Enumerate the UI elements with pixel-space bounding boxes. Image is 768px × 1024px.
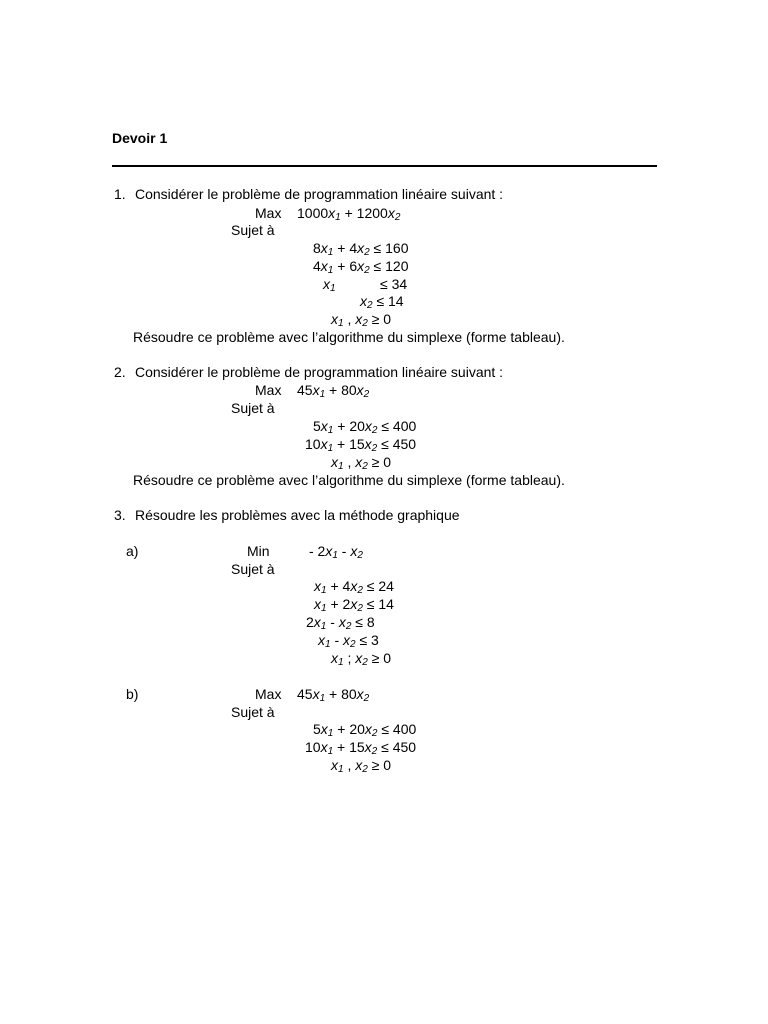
problem-3b-objective-keyword: Max [255,686,282,702]
problem-2-objective-keyword: Max [255,382,282,398]
problem-3b-constraint-1: 5x1 + 20x2 ≤ 400 [313,721,417,739]
problem-1-constraint-2: 4x1 + 6x2 ≤ 120 [313,258,409,276]
problem-3a-constraint-4: x1 - x2 ≤ 3 [318,632,379,650]
problem-1-objective-keyword: Max [255,205,282,221]
problem-3-number: 3. [114,507,126,523]
problem-1-subject-to: Sujet à [231,222,275,238]
problem-3a-objective-keyword: Min [247,543,270,559]
title-divider [112,165,657,167]
problem-3b-objective: 45x1 + 80x2 [297,686,370,704]
problem-2-instruction: Résoudre ce problème avec l’algorithme du simplexe (forme tableau). [133,472,565,488]
problem-1-nonnegativity: x1 , x2 ≥ 0 [331,311,392,329]
problem-3a-constraint-2: x1 + 2x2 ≤ 14 [314,596,394,614]
problem-2-number: 2. [114,364,126,380]
problem-1-objective: 1000x1 + 1200x2 [297,205,401,223]
problem-3-intro: Résoudre les problèmes avec la méthode graphique [135,507,460,523]
problem-1-instruction: Résoudre ce problème avec l’algorithme du simplexe (forme tableau). [133,329,565,345]
problem-3b-constraint-2: 10x1 + 15x2 ≤ 450 [305,739,417,757]
problem-1-number: 1. [114,186,126,202]
problem-1-intro: Considérer le problème de programmation linéaire suivant : [135,186,504,202]
problem-3a-label: a) [126,543,139,559]
problem-3a-nonnegativity: x1 ; x2 ≥ 0 [331,650,392,668]
problem-2-constraint-1: 5x1 + 20x2 ≤ 400 [313,418,417,436]
document-title: Devoir 1 [112,130,168,146]
problem-1-constraint-1: 8x1 + 4x2 ≤ 160 [313,240,409,258]
problem-2-subject-to: Sujet à [231,400,275,416]
problem-2-intro: Considérer le problème de programmation linéaire suivant : [135,364,504,380]
problem-3b-nonnegativity: x1 , x2 ≥ 0 [331,757,392,775]
problem-1-constraint-3-variable: x1 [323,276,336,294]
problem-3a-subject-to: Sujet à [231,561,275,577]
problem-2-nonnegativity: x1 , x2 ≥ 0 [331,454,392,472]
problem-1-constraint-3-bound: ≤ 34 [380,276,408,292]
problem-2-objective: 45x1 + 80x2 [297,382,370,400]
problem-3b-label: b) [126,686,139,702]
problem-2-constraint-2: 10x1 + 15x2 ≤ 450 [305,436,417,454]
problem-3a-constraint-1: x1 + 4x2 ≤ 24 [314,578,394,596]
problem-3b-subject-to: Sujet à [231,704,275,720]
problem-3a-objective: - 2x1 - x2 [309,543,363,561]
problem-3a-constraint-3: 2x1 - x2 ≤ 8 [306,614,375,632]
problem-1-constraint-4: x2 ≤ 14 [360,293,404,311]
